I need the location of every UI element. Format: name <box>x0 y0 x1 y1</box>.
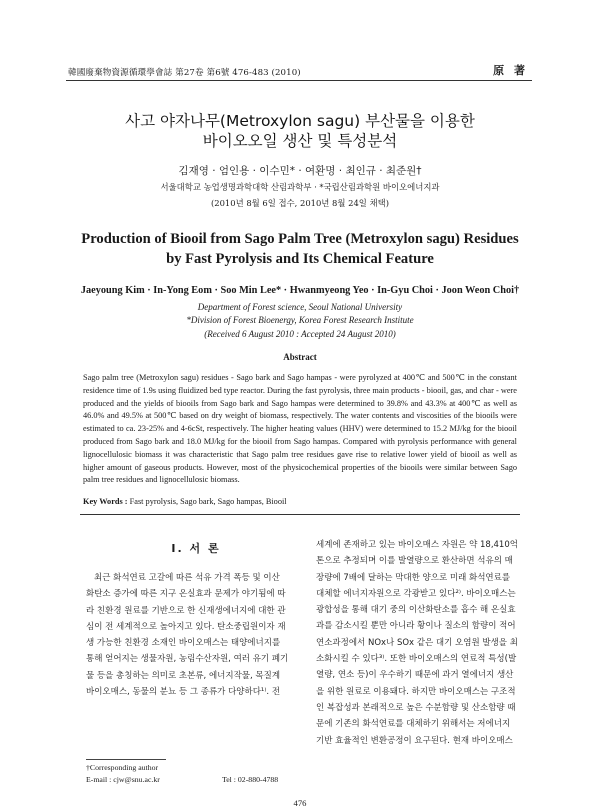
footnote-corresponding: †Corresponding author <box>86 763 159 772</box>
right-line: 연소과정에서 NOx나 SOx 같은 대기 오염원 발생을 최 <box>316 637 518 648</box>
korean-title-line1: 사고 야자나무(Metroxylon sagu) 부산물을 이용한 <box>125 112 475 130</box>
english-title-line1: Production of Biooil from Sago Palm Tree (Metroxylon sagu) Residues <box>81 231 519 247</box>
left-line: 물 등을 총칭하는 의미로 초본류, 에너지작물, 목질계 <box>86 670 281 681</box>
right-line: 을 위한 원료로 이용돼다. 하지만 바이오매스는 구조적 <box>316 686 516 697</box>
english-title-line2: by Fast Pyrolysis and Its Chemical Feature <box>166 251 434 267</box>
right-column-text <box>316 537 532 749</box>
left-line: 심이 전 세계적으로 높아지고 있다. 탄소중립원이자 재 <box>86 621 286 632</box>
right-line: 인 복잡성과 본래적으로 높은 수분함량 및 산소함량 때 <box>316 702 516 713</box>
right-line: 기반 효율적인 변환공정이 요구된다. 현재 바이오매스 <box>316 735 513 746</box>
abstract-heading: Abstract <box>283 352 317 362</box>
right-line: 소화시킬 수 있다³⁾. 또한 바이오매스의 연료적 특성(발 <box>316 654 517 665</box>
right-line: 문에 기존의 화석연료를 대체하기 위해서는 저에너지 <box>316 719 511 730</box>
header-rule <box>66 80 532 81</box>
journal-header: 韓國廢棄物資源循環學會誌 第27卷 第6號 476-483 (2010) <box>68 68 301 78</box>
left-line: 라 친환경 원료를 기반으로 한 신재생에너지에 대한 관 <box>86 605 286 616</box>
section-heading-introduction: I. 서 론 <box>171 542 221 555</box>
right-line: 대체할 에너지자원으로 각광받고 있다²⁾. 바이오매스는 <box>316 588 516 599</box>
footnote-rule <box>86 759 166 760</box>
keywords-text: Fast pyrolysis, Sago bark, Sago hampas, Biooil <box>129 497 287 506</box>
page-number: 476 <box>293 798 307 808</box>
english-affiliation-1: Department of Forest science, Seoul National University <box>197 302 403 312</box>
english-authors: Jaeyoung Kim · In-Yong Eom · Soo Min Lee* · Hwanmyeong Yeo · In-Gyu Choi · Joon Weon Choi† <box>80 285 520 296</box>
keywords-label: Key Words : <box>83 497 128 506</box>
korean-dates: (2010년 8월 6일 접수, 2010년 8월 24일 채택) <box>210 198 389 208</box>
left-column-text <box>86 570 308 700</box>
korean-title-line2: 바이오오일 생산 및 특성분석 <box>202 132 398 150</box>
right-line: 세계에 존재하고 있는 바이오매스 자원은 약 18,410억 <box>316 540 518 550</box>
left-line: 바이오매스, 동물의 분뇨 등 그 종류가 다양하다¹⁾. 전 <box>86 687 281 698</box>
keywords <box>83 497 287 506</box>
right-line: 장량에 7배에 달하는 막대한 양으로 미래 화석연료를 <box>316 572 511 583</box>
left-line: 화탄소 증가에 따른 지구 온실효과 문제가 야기됨에 따 <box>86 589 286 600</box>
article-type-label: 原 著 <box>493 64 528 77</box>
english-affiliation-2: *Division of Forest Bioenergy, Korea Forest Research Institute <box>186 315 414 325</box>
left-line: 생 가능한 친환경 소재인 바이오매스는 태양에너지를 <box>86 638 281 649</box>
english-dates: (Received 6 August 2010 : Accepted 24 August 2010) <box>204 329 396 339</box>
keywords-rule <box>80 514 520 515</box>
right-line: 톤으로 추정되며 이를 발열량으로 환산하면 석유의 매 <box>316 556 513 567</box>
left-line: 최근 화석연료 고갈에 따른 석유 가격 폭등 및 이산 <box>94 573 280 583</box>
korean-affiliation: 서울대학교 농업생명과학대학 산림과학부 · *국립산림과학원 바이오에너지과 <box>160 182 440 192</box>
korean-authors: 김재영 · 엄인용 · 이수민* · 여환명 · 최인규 · 최준원† <box>178 165 422 177</box>
left-line: 통해 얻어지는 생물자원, 농림수산자원, 여러 유기 폐기 <box>86 654 289 665</box>
right-line: 광합성을 통해 대기 중의 이산화탄소를 흡수 해 온실효 <box>316 605 516 616</box>
footnote-email: E-mail : cjw@snu.ac.kr <box>86 775 160 784</box>
right-line: 과를 감소시킬 뿐만 아니라 황이나 질소의 함량이 적어 <box>316 621 516 632</box>
abstract-text: Sago palm tree (Metroxylon sagu) residues - Sago bark and Sago hampas - were pyrolyzed at 400℃ and 500℃ in the constant residence time of 1.9s using fluidized bed type reactor. During the fast pyrolysis, three main products - biooil, gas, and char - were produced and the yields of biooils from Sago bark and Sago hampas were determined to 39.8% and 43.3% at 400℃ as well as 46.0% and 49.5% at 500℃ based on dry weight of biomass, respectively. The water contents and viscosities of the biooils were estimated to ca. 23-25% and 4-6cSt, respectively. The higher heating values (HHV) were determined to 15.2 MJ/kg for the biooil produced from Sago bark and 18.0 MJ/kg for the biooil from Sago hampas. Compared with pyrolysis performance with general lignocellulosic biomass it was characteristic that Sago palm tree residues gave rise to relative lower yield of biooil as well as higher amount of gaseous products. However, most of the physicochemical properties of the biooils were similar between Sago palm tree residues and lignocellulosic biomass. <box>83 373 517 485</box>
footnote-tel: Tel : 02-880-4788 <box>222 775 279 784</box>
right-line: 열량, 연소 등)이 우수하기 때문에 과거 열에너지 생산 <box>316 670 514 681</box>
